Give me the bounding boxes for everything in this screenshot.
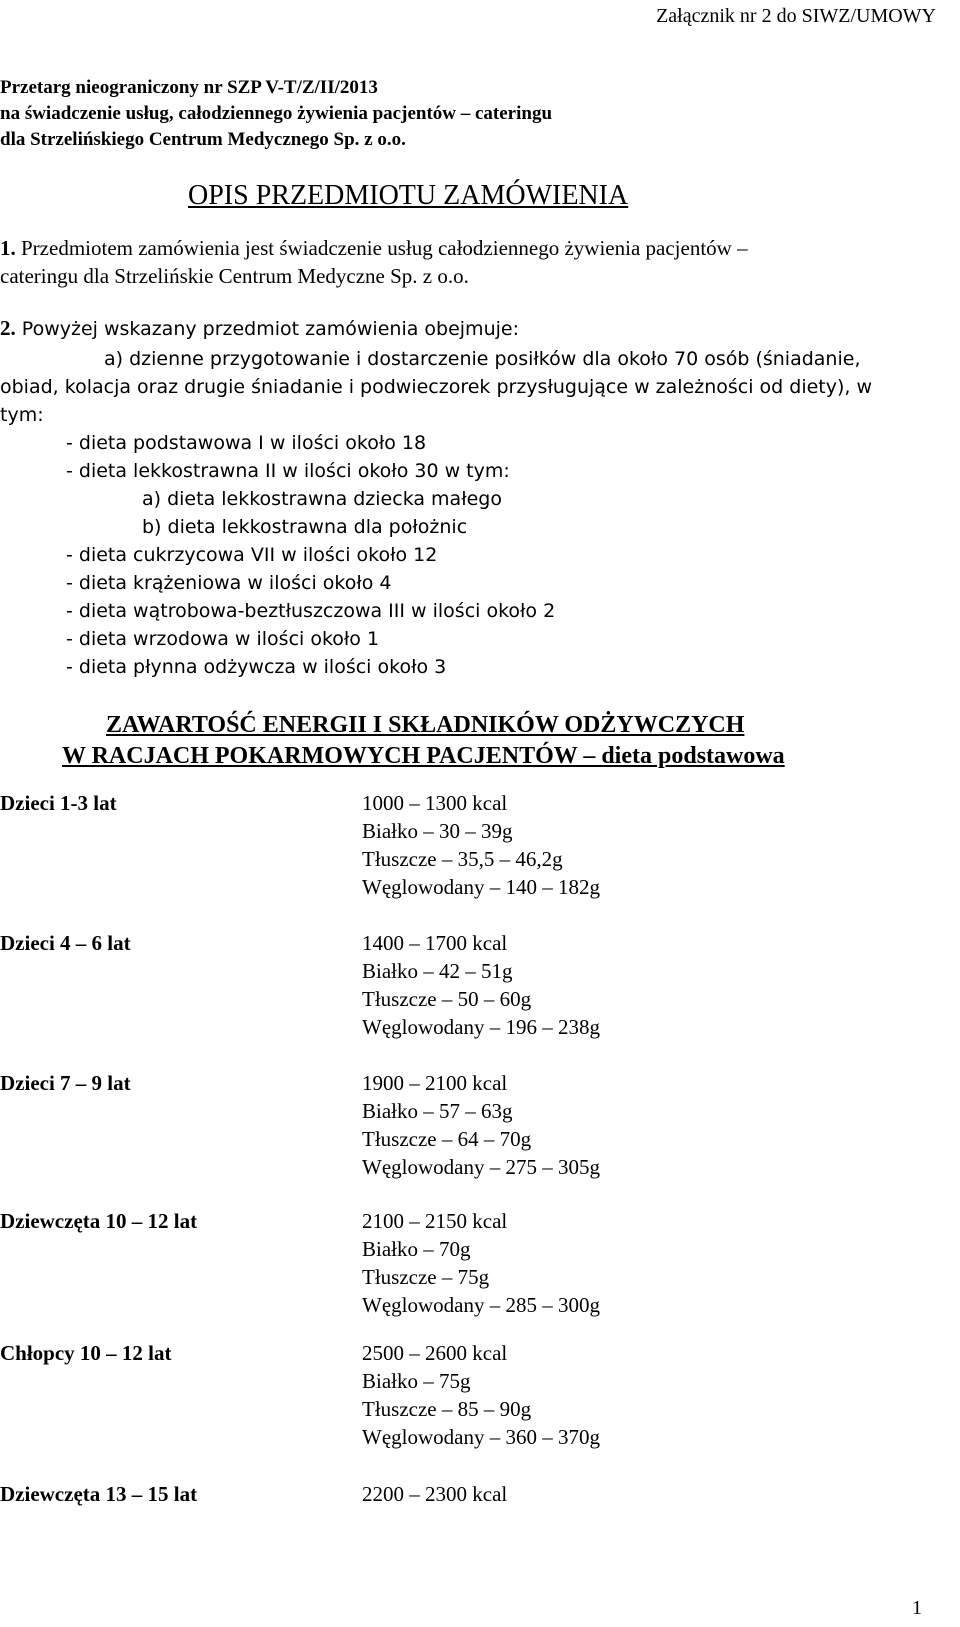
tender-line-3: dla Strzelińskiego Centrum Medycznego Sp. z o.o. — [0, 129, 406, 150]
group-label: Dzieci 1-3 lat — [0, 791, 117, 815]
attachment-note: Załącznik nr 2 do SIWZ/UMOWY — [656, 5, 936, 27]
diet-subitem: b) dieta lekkostrawna dla położnic — [142, 516, 468, 538]
group-label: Dzieci 7 – 9 lat — [0, 1071, 131, 1095]
group-line: Białko – 42 – 51g — [362, 959, 513, 983]
group-line: Białko – 70g — [362, 1237, 471, 1261]
group-line: Tłuszcze – 75g — [362, 1265, 490, 1289]
group-label: Dziewczęta 10 – 12 lat — [0, 1209, 198, 1233]
diet-item: - dieta krążeniowa w ilości około 4 — [66, 572, 392, 594]
group-line: Tłuszcze – 64 – 70g — [362, 1127, 532, 1151]
point-2-number: 2. — [0, 316, 16, 340]
point-1-text: Przedmiotem zamówienia jest świadczenie usług całodziennego żywienia pacjentów – — [15, 236, 748, 260]
group-line: Białko – 30 – 39g — [362, 819, 513, 843]
group-label: Dzieci 4 – 6 lat — [0, 931, 131, 955]
group-line: Białko – 57 – 63g — [362, 1099, 513, 1123]
diet-item: - dieta wrzodowa w ilości około 1 — [66, 628, 380, 650]
section-heading-2: W RACJACH POKARMOWYCH PACJENTÓW – dieta podstawowa — [62, 743, 785, 769]
diet-item: - dieta podstawowa I w ilości około 18 — [66, 432, 427, 454]
group-line: Tłuszcze – 50 – 60g — [362, 987, 532, 1011]
group-line: Tłuszcze – 35,5 – 46,2g — [362, 847, 563, 871]
group-label: Chłopcy 10 – 12 lat — [0, 1341, 172, 1365]
point-2-text: Powyżej wskazany przedmiot zamówienia obejmuje: — [15, 318, 519, 340]
group-line: 2500 – 2600 kcal — [362, 1341, 508, 1365]
page-number: 1 — [912, 1597, 922, 1619]
tender-line-1: Przetarg nieograniczony nr SZP V-T/Z/II/2013 — [0, 77, 378, 98]
diet-subitem: a) dieta lekkostrawna dziecka małego — [142, 488, 502, 510]
group-line: Węglowodany – 285 – 300g — [362, 1293, 600, 1317]
group-line: 1000 – 1300 kcal — [362, 791, 508, 815]
point-1-line-1 — [0, 238, 748, 259]
section-heading-1: ZAWARTOŚĆ ENERGII I SKŁADNIKÓW ODŻYWCZYCH — [106, 712, 745, 738]
group-line: Węglowodany – 196 – 238g — [362, 1015, 600, 1039]
group-line: 1400 – 1700 kcal — [362, 931, 508, 955]
group-line: 2200 – 2300 kcal — [362, 1482, 508, 1506]
tender-line-2: na świadczenie usług, całodziennego żywienia pacjentów – cateringu — [0, 103, 553, 124]
group-line: Węglowodany – 360 – 370g — [362, 1425, 600, 1449]
point-2-line-2: a) dzienne przygotowanie i dostarczenie posiłków dla około 70 osób (śniadanie, — [104, 348, 861, 370]
diet-item: - dieta płynna odżywcza w ilości około 3 — [66, 656, 447, 678]
point-1-number: 1. — [0, 236, 16, 260]
group-line: 1900 – 2100 kcal — [362, 1071, 508, 1095]
page-title: OPIS PRZEDMIOTU ZAMÓWIENIA — [188, 180, 629, 211]
group-line: 2100 – 2150 kcal — [362, 1209, 508, 1233]
point-1-line-2: cateringu dla Strzelińskie Centrum Medyczne Sp. z o.o. — [0, 264, 469, 288]
diet-item: - dieta wątrobowa-beztłuszczowa III w ilości około 2 — [66, 600, 556, 622]
group-line: Węglowodany – 140 – 182g — [362, 875, 600, 899]
point-2-line-3: obiad, kolacja oraz drugie śniadanie i podwieczorek przysługujące w zależności od diety), w — [0, 376, 873, 398]
point-2-line-1 — [0, 318, 519, 339]
group-line: Białko – 75g — [362, 1369, 471, 1393]
group-line: Tłuszcze – 85 – 90g — [362, 1397, 532, 1421]
group-line: Węglowodany – 275 – 305g — [362, 1155, 600, 1179]
point-2-line-4: tym: — [0, 404, 44, 426]
group-label: Dziewczęta 13 – 15 lat — [0, 1482, 198, 1506]
diet-item: - dieta cukrzycowa VII w ilości około 12 — [66, 544, 438, 566]
diet-item: - dieta lekkostrawna II w ilości około 30 w tym: — [66, 460, 510, 482]
